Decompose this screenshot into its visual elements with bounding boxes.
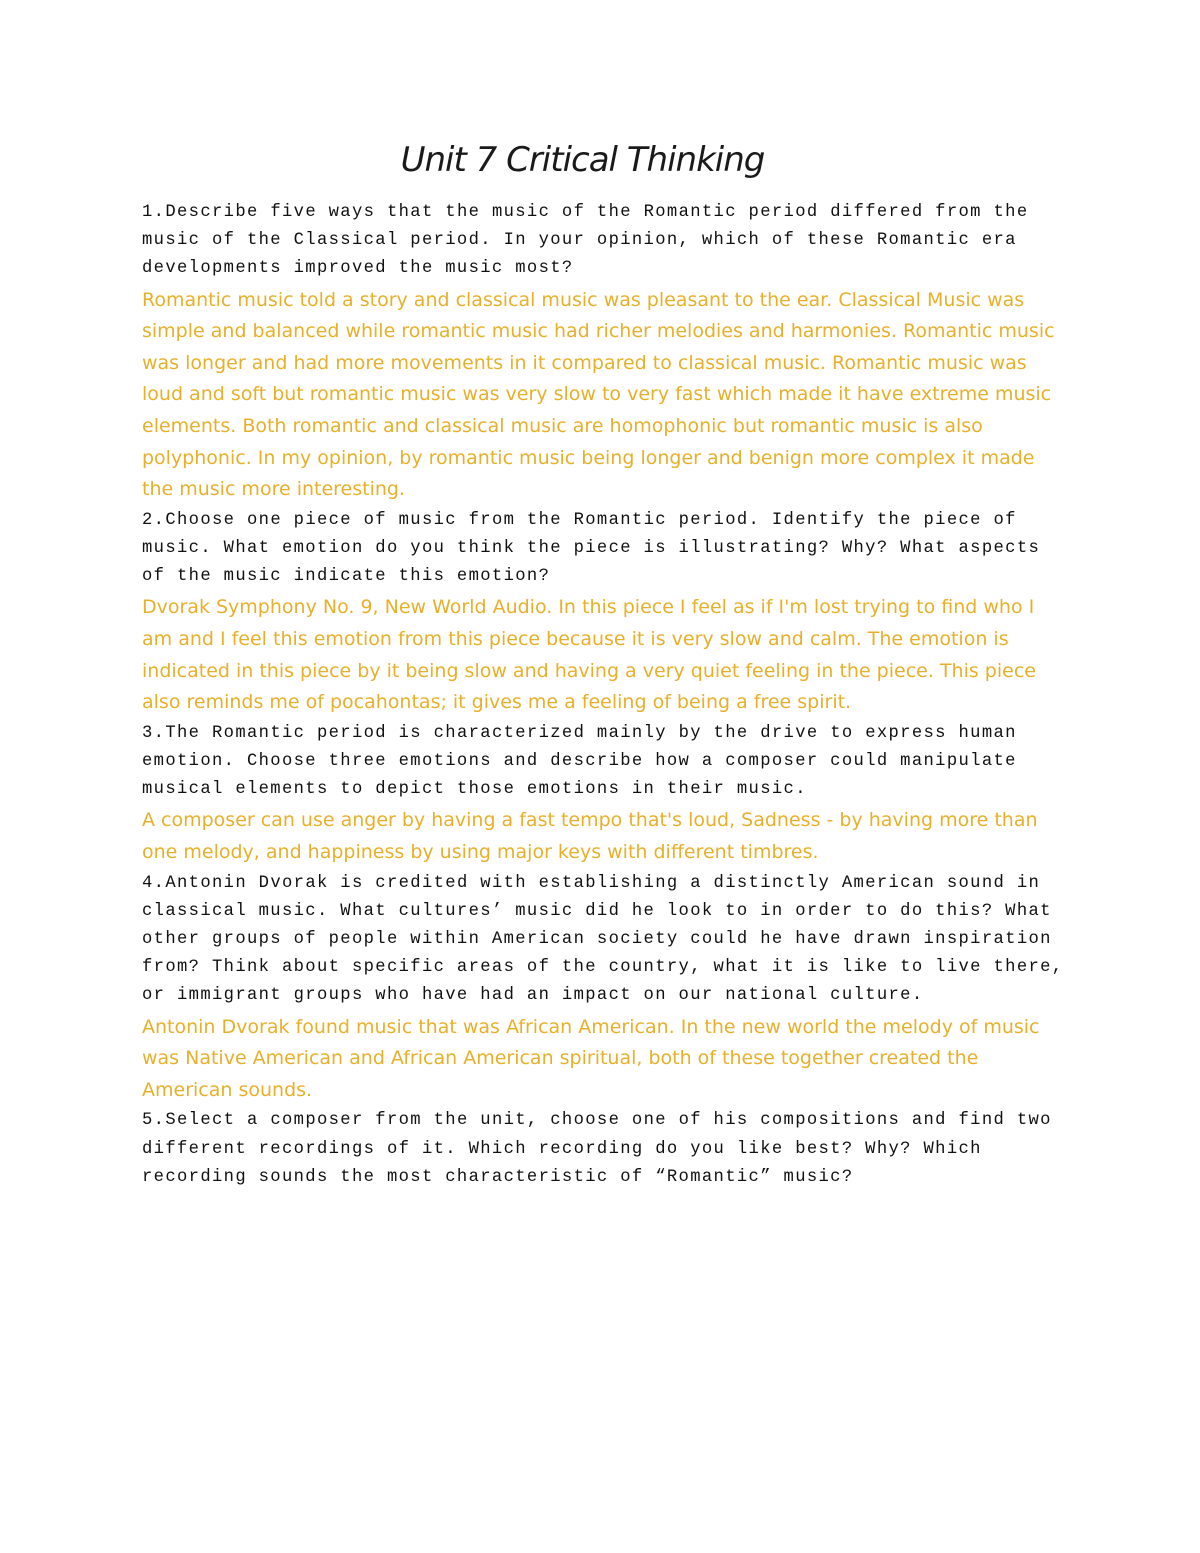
page-title: Unit 7 Critical Thinking — [400, 140, 765, 180]
question-1 — [142, 199, 1067, 284]
answer-2: Dvorak Symphony No. 9, New World Audio. In this piece I feel as if I'm lost trying to find who I am and I feel this emotion from this piece because it is very slow and calm. The emotion is indicated in this piece by it being slow and having a very quiet feeling in the piece. This piece also reminds me of pocahontas; it gives me a feeling of being a free spirit. — [142, 596, 1036, 714]
answer-3: A composer can use anger by having a fast tempo that's loud, Sadness - by having more than one melody, and happiness by using major keys with different timbres. — [142, 809, 1038, 863]
question-text: Describe five ways that the music of the Romantic period differed from the music of the Classical period. In your opinion, which of these Romantic era developments improved the music most? — [142, 203, 1029, 279]
question-text: Antonin Dvorak is credited with establishing a distinctly American sound in classical music. What cultures’ music did he look to in order to do this? What other groups of people within American society could he have drawn inspiration from? Think about specific areas of the country, what it is like to live there, or immigrant groups who have had an impact on our national culture. — [142, 873, 1064, 1006]
answer-4: Antonin Dvorak found music that was African American. In the new world the melody of music was Native American and African American spiritual, both of these together created the American sounds. — [142, 1015, 1040, 1101]
question-3 — [142, 720, 1067, 805]
document-body — [142, 199, 1067, 1192]
answer-1: Romantic music told a story and classical music was pleasant to the ear. Classical Music was simple and balanced while romantic music had richer melodies and harmonies. Romantic music was longer and had more movements in it compared to classical music. Romantic music was loud and soft but romantic music was very slow to very fast which made it have extreme music elements. Both romantic and classical music are homophonic but romantic music is also polyphonic. In my opinion, by romantic music being longer and benign more complex it made the music more interesting. — [142, 288, 1055, 501]
question-text: The Romantic period is characterized mainly by the drive to express human emotion. Choose three emotions and describe how a composer could manipulate musical elements to depict those emotions in their music. — [142, 723, 1017, 800]
question-number: 1. — [142, 203, 166, 222]
question-text: Choose one piece of music from the Romantic period. Identify the piece of music. What emotion do you think the piece is illustrating? Why? What aspects of the music indicate this emotion? — [142, 510, 1041, 587]
question-text: Select a composer from the unit, choose one of his compositions and find two different recordings of it. Which recording do you like best? Why? Which recording sounds the most characteristic of “Romantic” music? — [142, 1111, 1052, 1187]
question-number: 3. — [142, 723, 166, 743]
question-number: 5. — [142, 1111, 166, 1131]
question-4 — [142, 870, 1067, 1011]
question-number: 4. — [142, 873, 166, 893]
question-number: 2. — [142, 510, 166, 530]
question-2 — [142, 507, 1067, 592]
question-5 — [142, 1107, 1067, 1192]
